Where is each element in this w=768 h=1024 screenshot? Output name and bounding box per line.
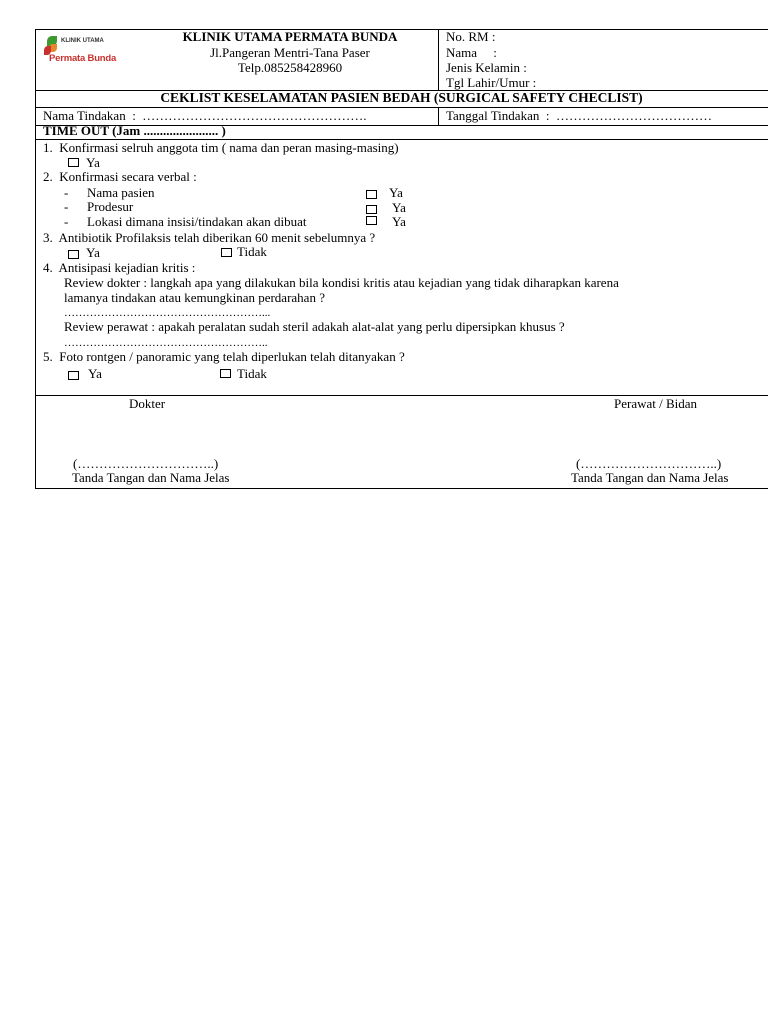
- item-1-ya-label: Ya: [86, 155, 100, 170]
- signature-left-blank[interactable]: (…………………………..): [73, 456, 219, 471]
- item-2-sub-1-label: Nama pasien: [87, 185, 155, 200]
- item-5-text: 5. Foto rontgen / panoramic yang telah diperlukan telah ditanyakan ?: [43, 349, 405, 364]
- patient-no-rm: No. RM :: [446, 29, 496, 44]
- clinic-name: KLINIK UTAMA PERMATA BUNDA: [182, 29, 398, 44]
- item-1-ya-checkbox[interactable]: [68, 158, 79, 167]
- item-4-review-perawat: Review perawat : apakah peralatan sudah steril adakah alat-alat yang perlu dipersipkan khusus ?: [64, 319, 565, 334]
- item-4-review-dokter-line-2: lamanya tindakan atau kemungkinan perdarahan ?: [64, 290, 325, 305]
- item-3-tidak-checkbox[interactable]: [221, 248, 232, 257]
- item-2-sub-2-ya-label: Ya: [392, 200, 406, 215]
- item-4-text: 4. Antisipasi kejadian kritis :: [43, 260, 196, 275]
- item-5-tidak-checkbox[interactable]: [220, 369, 231, 378]
- item-2-sub-1-ya-label: Ya: [389, 185, 403, 200]
- signature-right-caption: Tanda Tangan dan Nama Jelas: [571, 470, 729, 485]
- item-3-tidak-label: Tidak: [237, 244, 267, 259]
- nama-tindakan-field: Nama Tindakan : …………………………………………….: [43, 108, 367, 123]
- item-1-text: 1. Konfirmasi selruh anggota tim ( nama dan peran masing-masing): [43, 140, 399, 155]
- item-2-sub-2-dash: -: [64, 199, 69, 214]
- item-4-review-dokter-line-1: Review dokter : langkah apa yang dilakukan bila kondisi kritis atau kejadian yang tidak diharapkan karena: [64, 275, 619, 290]
- item-2-text: 2. Konfirmasi secara verbal :: [43, 169, 197, 184]
- item-4-review-perawat-answer[interactable]: ………………………………………………..: [64, 337, 268, 349]
- item-2-sub-3-ya-checkbox[interactable]: [366, 216, 377, 225]
- clinic-phone: Telp.085258428960: [237, 60, 343, 75]
- item-3-text: 3. Antibiotik Profilaksis telah diberikan 60 menit sebelumnya ?: [43, 230, 376, 245]
- time-out-label: TIME OUT (Jam ....................... ): [43, 123, 226, 138]
- item-3-ya-checkbox[interactable]: [68, 250, 79, 259]
- logo-text-bottom: Permata Bunda: [49, 53, 117, 64]
- item-3-ya-label: Ya: [86, 245, 100, 260]
- checklist-title: CEKLIST KESELAMATAN PASIEN BEDAH (SURGICAL SAFETY CHECLIST): [160, 90, 643, 105]
- frame-bottom: [35, 488, 768, 489]
- patient-nama: Nama :: [446, 45, 497, 60]
- item-5-tidak-label: Tidak: [237, 366, 267, 381]
- item-2-sub-3-dash: -: [64, 214, 69, 229]
- item-2-sub-1-ya-checkbox[interactable]: [366, 190, 377, 199]
- frame-nama-divider: [438, 107, 439, 125]
- clinic-logo: [43, 34, 121, 74]
- signature-right-role: Perawat / Bidan: [614, 396, 698, 411]
- tanggal-tindakan-field: Tanggal Tindakan : ………………………………: [446, 108, 712, 123]
- item-5-ya-checkbox[interactable]: [68, 371, 79, 380]
- patient-jenis-kelamin: Jenis Kelamin :: [446, 60, 527, 75]
- item-4-review-dokter-answer[interactable]: ………………………………………………...: [64, 307, 271, 319]
- item-2-sub-3-ya-label: Ya: [392, 214, 406, 229]
- patient-tgl-lahir: Tgl Lahir/Umur :: [446, 75, 537, 90]
- signature-left-caption: Tanda Tangan dan Nama Jelas: [72, 470, 230, 485]
- item-2-sub-2-label: Prodesur: [87, 199, 134, 214]
- item-2-sub-1-dash: -: [64, 185, 69, 200]
- item-2-sub-3-label: Lokasi dimana insisi/tindakan akan dibuat: [87, 214, 307, 229]
- item-2-sub-2-ya-checkbox[interactable]: [366, 205, 377, 214]
- logo-text-top: KLINIK UTAMA: [61, 38, 104, 44]
- signature-left-role: Dokter: [129, 396, 166, 411]
- signature-right-blank[interactable]: (…………………………..): [576, 456, 722, 471]
- clinic-address: Jl.Pangeran Mentri-Tana Paser: [210, 45, 370, 60]
- item-5-ya-label: Ya: [88, 366, 102, 381]
